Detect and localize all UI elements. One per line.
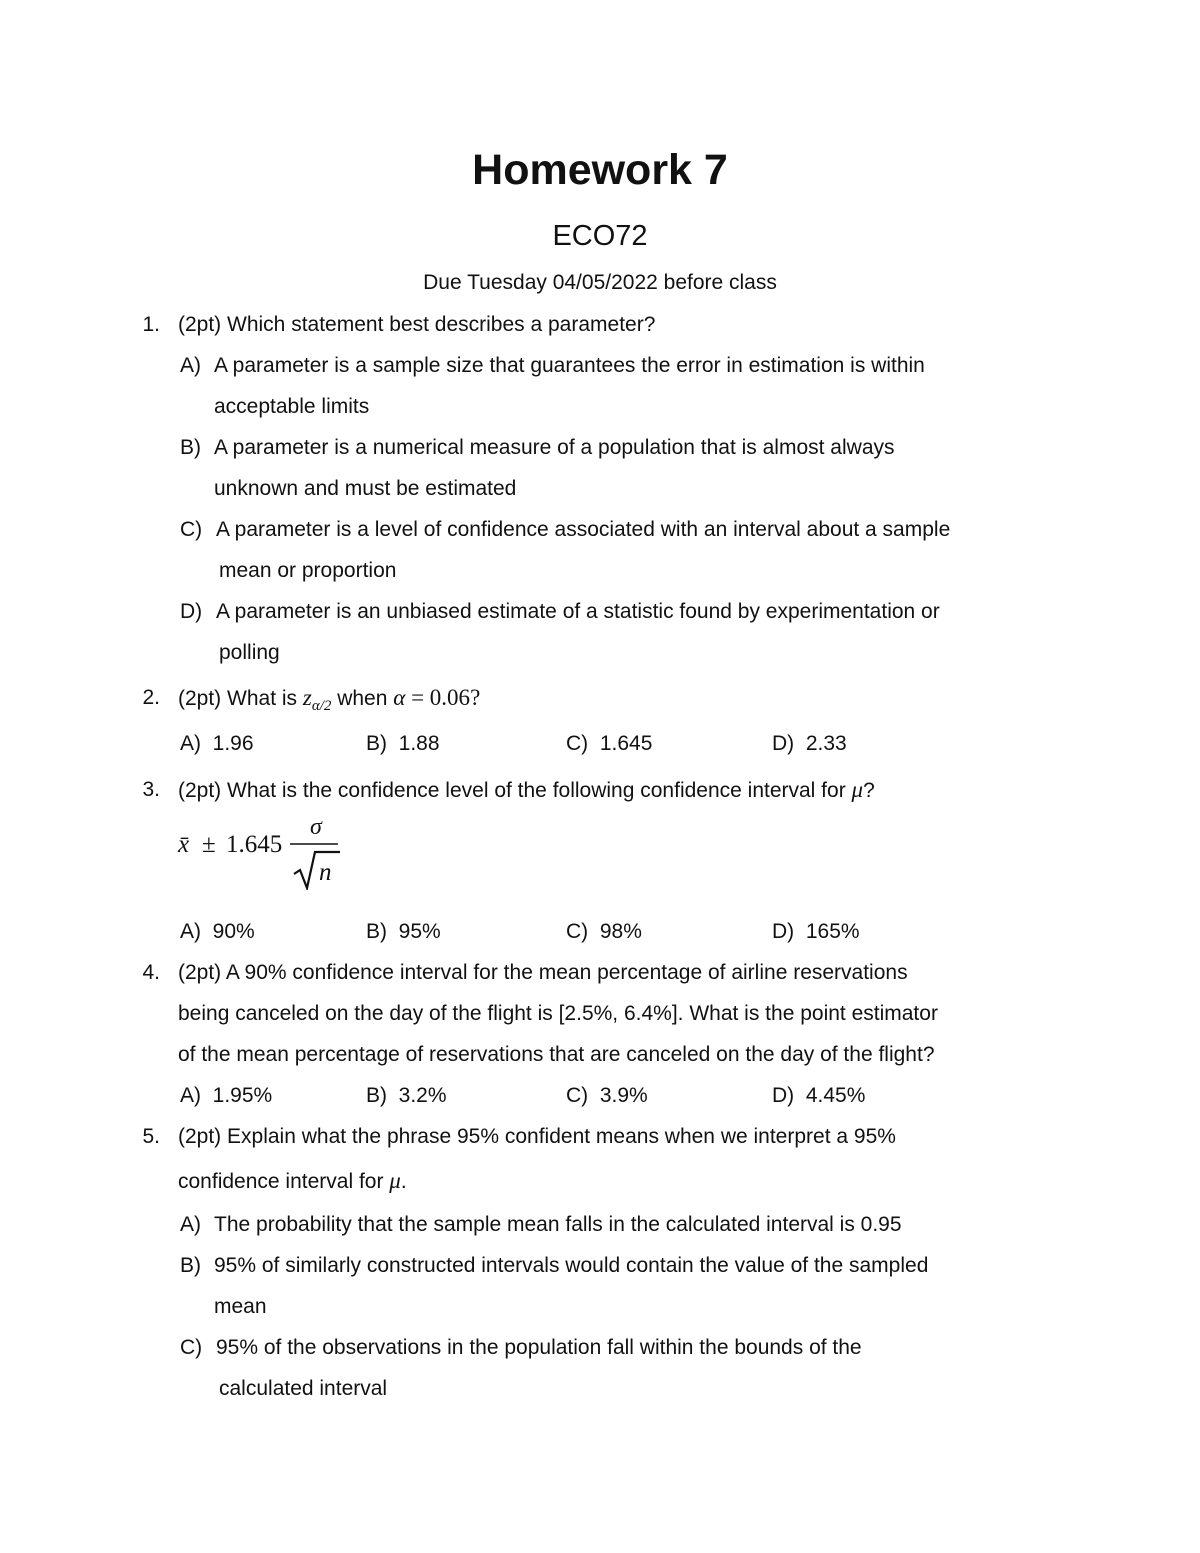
- option-text: A parameter is a sample size that guarantees the error in estimation is within: [214, 354, 925, 377]
- option-text: calculated interval: [219, 1377, 388, 1400]
- question-text: (2pt) A 90% confidence interval for the mean percentage of airline reservations: [178, 961, 908, 984]
- option-text: unknown and must be estimated: [214, 477, 517, 500]
- question-number: 4.: [142, 961, 160, 984]
- question-text: (2pt) What is $z_{\alpha/2}$ when α = 0.06?: [178, 685, 481, 714]
- option-a: A) 1.96: [180, 732, 254, 755]
- mu-symbol: μ: [851, 777, 864, 802]
- question-text: confidence interval for μ.: [178, 1168, 407, 1193]
- page-title: Homework 7: [472, 146, 728, 194]
- sqrt-icon: [294, 852, 340, 888]
- option-letter: D): [180, 600, 203, 623]
- question-text: (2pt) What is the confidence level of the following confidence interval for μ?: [178, 777, 875, 802]
- question-text: of the mean percentage of reservations that are canceled on the day of the flight?: [178, 1043, 935, 1066]
- option-letter: C): [180, 1336, 203, 1359]
- course-code: ECO72: [552, 220, 648, 252]
- question-text: being canceled on the day of the flight is [2.5%, 6.4%]. What is the point estimator: [178, 1002, 938, 1025]
- option-c: C) 1.645: [566, 732, 653, 755]
- alpha-symbol: α: [393, 685, 406, 710]
- option-b: B) 1.88: [366, 732, 440, 755]
- option-d: D) 2.33: [772, 732, 847, 755]
- option-b: B) 3.2%: [366, 1084, 447, 1107]
- question-number: 5.: [142, 1125, 160, 1148]
- z-symbol: z: [302, 685, 312, 710]
- option-letter: B): [180, 436, 201, 459]
- confidence-interval-formula: [176, 808, 376, 890]
- due-date: Due Tuesday 04/05/2022 before class: [423, 271, 777, 294]
- n-symbol: n: [319, 859, 332, 886]
- option-text: acceptable limits: [214, 395, 370, 418]
- option-letter: B): [180, 1254, 201, 1277]
- option-text: The probability that the sample mean falls in the calculated interval is 0.95: [214, 1213, 902, 1236]
- question-text: (2pt) Explain what the phrase 95% confident means when we interpret a 95%: [178, 1125, 896, 1148]
- coefficient: 1.645: [226, 831, 283, 858]
- sigma-symbol: σ: [310, 814, 322, 840]
- z-subscript: α/2: [311, 698, 332, 714]
- option-text: A parameter is a level of confidence associated with an interval about a sample: [216, 518, 951, 541]
- option-c: C) 3.9%: [566, 1084, 648, 1107]
- mu-symbol: μ: [389, 1168, 401, 1193]
- option-text: A parameter is a numerical measure of a population that is almost always: [214, 436, 895, 459]
- question-number: 1.: [142, 313, 160, 336]
- option-d: D) 4.45%: [772, 1084, 866, 1107]
- question-number: 2.: [142, 686, 160, 709]
- option-letter: A): [180, 1213, 201, 1236]
- plus-minus-symbol: ±: [202, 831, 216, 858]
- option-c: C) 98%: [566, 920, 642, 943]
- question-text: (2pt) Which statement best describes a parameter?: [178, 313, 656, 336]
- question-number: 3.: [142, 778, 160, 801]
- option-text: polling: [219, 641, 280, 664]
- option-text: 95% of the observations in the population fall within the bounds of the: [216, 1336, 862, 1359]
- option-d: D) 165%: [772, 920, 860, 943]
- option-letter: C): [180, 518, 203, 541]
- option-text: A parameter is an unbiased estimate of a statistic found by experimentation or: [216, 600, 940, 623]
- option-a: A) 90%: [180, 920, 255, 943]
- option-text: 95% of similarly constructed intervals would contain the value of the sampled: [214, 1254, 929, 1277]
- option-text: mean or proportion: [219, 559, 397, 582]
- option-a: A) 1.95%: [180, 1084, 273, 1107]
- option-letter: A): [180, 354, 201, 377]
- option-text: mean: [214, 1295, 267, 1318]
- option-b: B) 95%: [366, 920, 441, 943]
- xbar-symbol: x̄: [178, 831, 190, 858]
